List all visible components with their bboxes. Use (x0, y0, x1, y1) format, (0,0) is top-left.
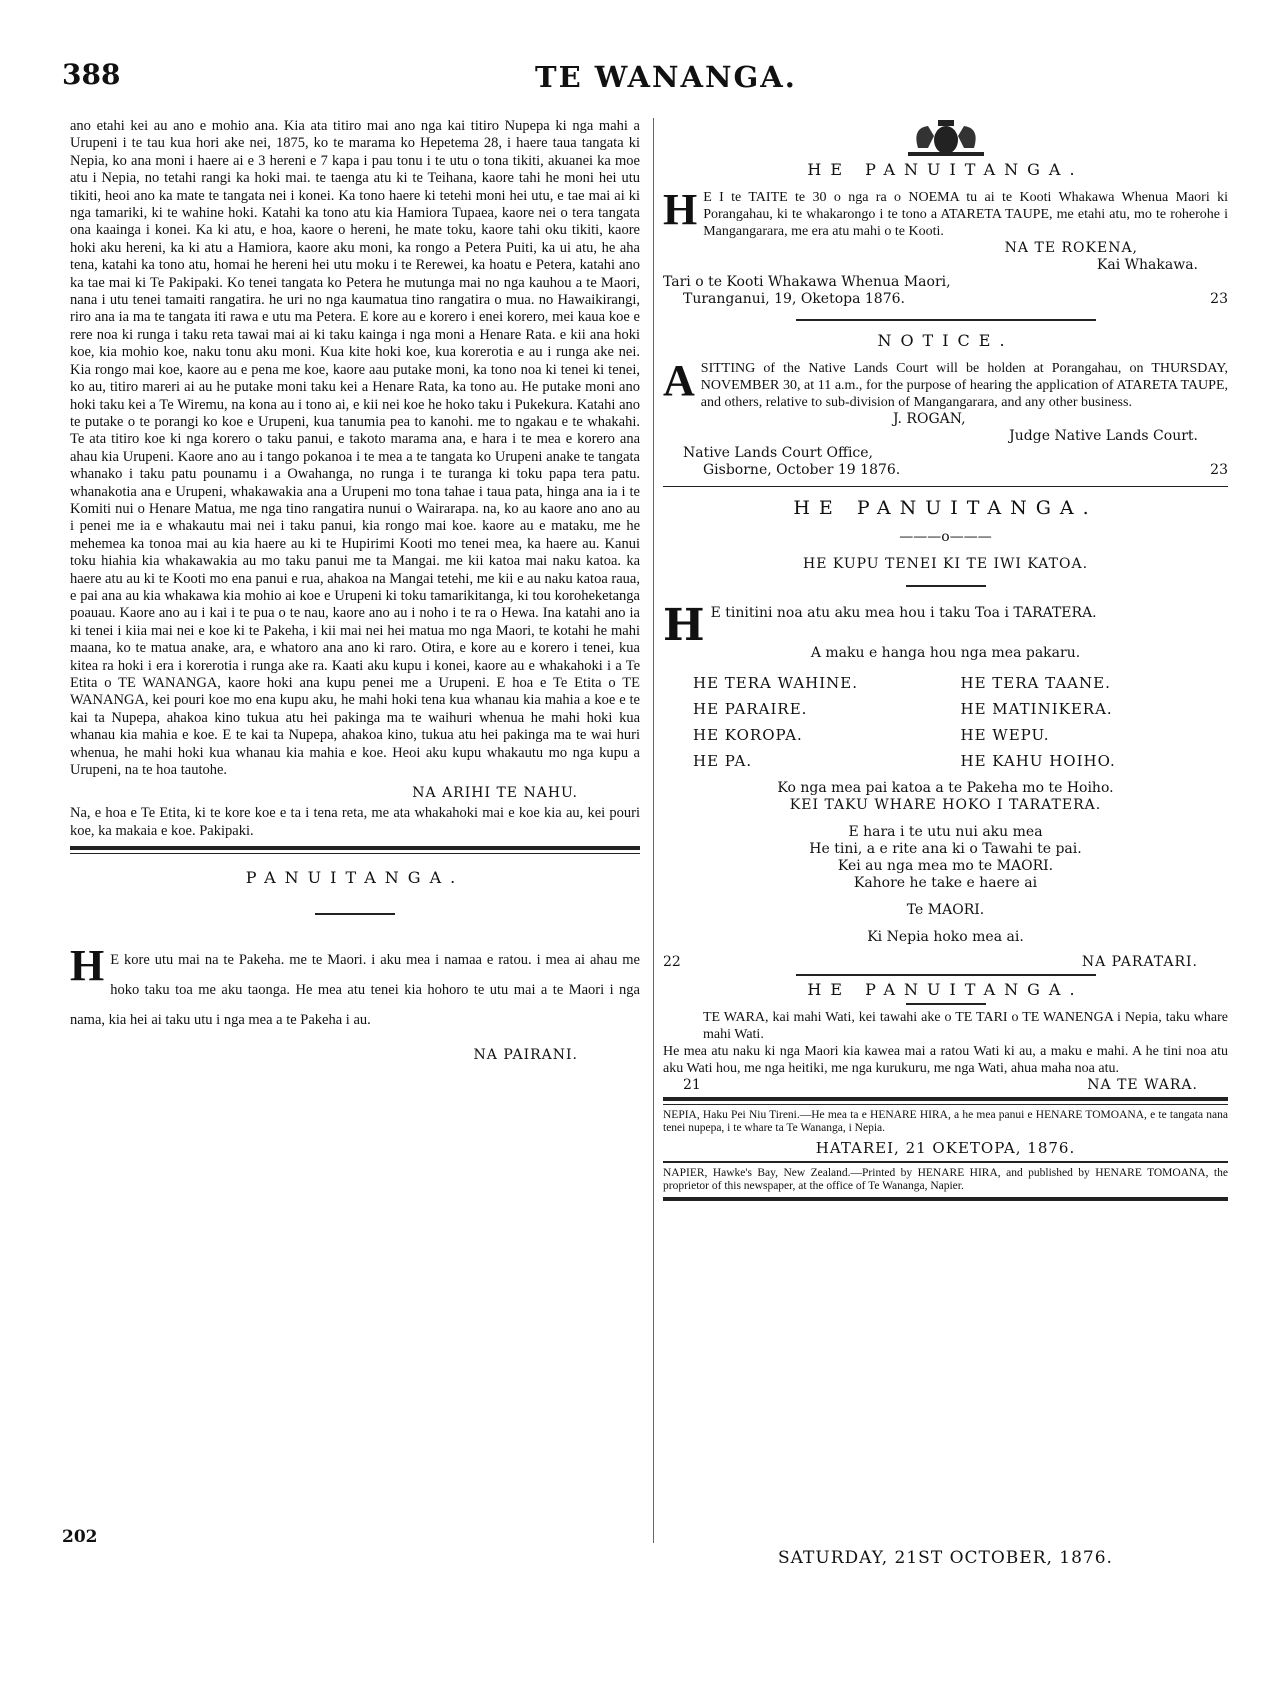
notice-title: NOTICE. (877, 331, 1014, 350)
ad1-text: E I te TAITE te 30 o nga ra o NOEMA tu ai te Kooti Whakawa Whenua Maori ki Porangahau, ki te whakarongo i te tono a ATARETA TAUPE, me etahi atu, mo te roherohe i Mangangarara, me era atu mahi o te Kooti. (703, 190, 1228, 239)
ad2-line3: E hara i te utu nui aku mea (848, 824, 1043, 840)
imprint-maori: NEPIA, Haku Pei Niu Tireni.—He mea ta e HENARE HIRA, a he mea panui e HENARE TOMOANA, e te tangata nana tenei nupepa, i te whare ta Te Wananga, i Nepia. (663, 1109, 1228, 1134)
royal-crest-icon (898, 118, 994, 158)
ad2-dropcap: H (663, 600, 705, 651)
imprint-rule-thin (663, 1104, 1228, 1105)
ad1-title: HE PANUITANGA. (807, 160, 1084, 179)
ad3-signature: NA TE WARA. (1087, 1077, 1198, 1093)
list-item: HE MATINIKERA. (960, 700, 1113, 718)
notice-sig-role: Judge Native Lands Court. (1009, 428, 1198, 444)
list-item: HE PARAIRE. (693, 700, 808, 718)
ad2-rule-bottom (796, 974, 1096, 976)
panui-title: PANUITANGA. (245, 868, 465, 888)
letter-article (70, 118, 640, 779)
footer-number: 202 (62, 1527, 98, 1547)
ad2-signature: NA PARATARI. (1081, 954, 1198, 970)
date-rule (663, 1161, 1228, 1163)
ad1-sig-role: Kai Whakawa. (1096, 257, 1198, 273)
ad3-rule (906, 1003, 986, 1005)
ad2-line1: Ko nga mea pai katoa a te Pakeha mo te Hoiho. (777, 780, 1114, 796)
ad1-footer-row (663, 291, 1228, 307)
ad2-item-col-left (693, 670, 961, 774)
ad2-line4: He tini, a e rite ana ki o Tawahi te pai. (809, 841, 1082, 857)
ad2-intro-row (663, 600, 1228, 651)
section-rule-thin (70, 853, 640, 854)
list-item: HE TERA TAANE. (960, 674, 1111, 692)
ad2-number: 22 (663, 954, 681, 970)
ad2-line6: Kahore he take e haere ai (853, 875, 1038, 891)
ad2-item-list (693, 670, 1228, 774)
ad2-title: HE PANUITANGA. (793, 497, 1098, 519)
list-item: HE WEPU. (960, 726, 1050, 744)
letter-postscript: Na, e hoa e Te Etita, ki te kore koe e ta i tena reta, me ata whakahoki mai e koe kia au, kei pouri koe, ka makaia e koe. Pakipaki. (70, 805, 640, 839)
column-divider (653, 118, 654, 1543)
list-item: HE TERA WAHINE. (693, 674, 858, 692)
ad2-rule (906, 585, 986, 587)
notice-dropcap: A (663, 356, 695, 405)
section-rule (70, 846, 640, 850)
imprint-english: NAPIER, Hawke's Bay, New Zealand.—Printed by HENARE HIRA, and published by HENARE TOMOANA, the proprietor of this newspaper, at the office of Te Wananga, Napier. (663, 1167, 1228, 1192)
list-item: HE KOROPA. (693, 726, 803, 744)
ad2-line5: Kei au nga mea mo te MAORI. (837, 858, 1054, 874)
notice-place-date: Gisborne, October 19 1876. (703, 462, 901, 478)
ad3-footer-row (663, 1077, 1228, 1093)
ad1-dropcap: H (663, 185, 698, 234)
list-item: HE KAHU HOIHO. (960, 752, 1116, 770)
masthead-title: TE WANANGA. (535, 60, 797, 94)
ad1-place-date: Turanganui, 19, Oketopa 1876. (683, 291, 905, 307)
ad3-title: HE PANUITANGA. (807, 980, 1084, 999)
ad1-rule (796, 319, 1096, 321)
letter-signature: NA ARIHI TE NAHU. (412, 785, 578, 802)
ad1-body (663, 185, 1228, 240)
ad1-number: 23 (1210, 291, 1228, 307)
ad2-line2: KEI TAKU WHARE HOKO I TARATERA. (789, 797, 1102, 813)
ad2-line8: Ki Nepia hoko mea ai. (867, 929, 1024, 945)
ad2-item-col-right (961, 670, 1229, 774)
list-item: HE PA. (693, 752, 753, 770)
panui-text: E kore utu mai na te Pakeha. me te Maori. i aku mea i namaa e ratou. i mea ai ahau me hoko taku toa me aku taonga. He mea atu tenei kia hohoro te utu mai a te Maori i nga nama, kia hei ai taku utu i nga mea a te Pakeha i au. (70, 952, 640, 1029)
ad1-sig-name: NA TE ROKENA, (1004, 240, 1138, 256)
notice-footer-row (663, 462, 1228, 478)
panui-dropcap: H (70, 941, 105, 991)
notice-body (663, 356, 1228, 411)
imprint-rule (663, 1097, 1228, 1101)
notice-text: SITTING of the Native Lands Court will be holden at Porangahau, on THURSDAY, NOVEMBER 30, at 11 a.m., for the purpose of hearing the application of ATARETA TAUPE, and others, relative to sub-division of Mangangarara, and any other business. (700, 361, 1228, 410)
ad2-subtitle: HE KUPU TENEI KI TE IWI KATOA. (802, 556, 1089, 572)
ad2-divider: ———o——— (899, 529, 992, 545)
date-english: SATURDAY, 21ST OCTOBER, 1876. (778, 1548, 1113, 1568)
panui-body (70, 941, 640, 1035)
ad2-intro: E tinitini noa atu aku mea hou i taku Toa i TARATERA. (710, 605, 1097, 621)
right-column (663, 118, 1228, 1201)
imprint-rule-bottom (663, 1197, 1228, 1201)
notice-rule (663, 486, 1228, 487)
left-column (70, 118, 640, 1067)
ad1-office: Tari o te Kooti Whakawa Whenua Maori, (663, 274, 951, 290)
ad2-intro2: A maku e hanga hou nga mea pakaru. (810, 645, 1081, 661)
panui-signature: NA PAIRANI. (473, 1047, 578, 1064)
notice-sig-name: J. ROGAN, (893, 411, 966, 427)
page-number: 388 (62, 58, 121, 91)
ad3-text2: He mea atu naku ki nga Maori kia kawea mai a ratou Wati ki au, a maku e mahi. A he tini noa atu aku Wati hou, me nga heitiki, me nga kurukuru, me nga Wati, ahua maha noa atu. (663, 1044, 1228, 1076)
notice-office: Native Lands Court Office, (683, 445, 874, 461)
date-maori: HATAREI, 21 OKETOPA, 1876. (815, 1139, 1076, 1157)
ad3-text1: TE WARA, kai mahi Wati, kei tawahi ake o TE TARI o TE WANENGA i Nepia, taku whare mahi Wati. (703, 1010, 1228, 1042)
ad2-line7: Te MAORI. (906, 902, 985, 918)
ad2-footer-row (663, 954, 1228, 970)
panui-rule (315, 913, 395, 915)
ad3-number: 21 (683, 1077, 701, 1093)
notice-number: 23 (1210, 462, 1228, 478)
letter-text: ano etahi kei au ano e mohio ana. Kia ata titiro mai ano nga kai titiro Nupepa ki nga mahi a Urupeni i te tau kua hori ake nei, 1875, ko te marama ko Hepetema 28, i haere taua tangata ki Nepia, ko ana moni i haere ai e 3 hereni e 7 kapa i pau tonu i te utu o tona tikiti, akuanei ka moe atu i Nepia, no tetahi rangi ka hoki mai. te taenga atu ki te Teihana, kaore tahi he moni hei utu tikiti, heoi ano ka mate te tangata nei i konei. Ka tono haere ki tetehi moni hei utu, e tae mai ai ki nga tamariki, ki te wahine hoki. Katahi ka tono atu kia Hamiora Tupaea, kaore nei o tera tangata ona kaainga i konei. Ka ki atu, e hoa, kaore o hereni, he mate toku, kaore tahi oku tikiti, kaore hoki aku hereni, ka ki atu a Hamiora, kaore aku moni, ka rongo a Petera Puiti, ka ui atu, he aha tena, katahi ka tono atu, homai he hereni hei utu moku i te Rerewei, ka hoatu e Petera, katahi ano ka tae mai ki Te Pakipaki. Ko tenei tangata ko Petera he mutunga mai no nga kauhou a te Maori, nana i utu tenei tamaiti rangatira. he uri no nga kaumatua tino rangatira o mua. no Hawaikirangi, riro ana ia ma te tangata iti rawa e utu ma Petera. E kore au e korero i enei korero, mei kaua koe e rere noa ki runga i taku reta tawai mai ai ki taku kainga i nga moni a Henare Rata. e kii ana hoki koe, kia mohio koe, naku tonu aku moni. Kua kite hoki koe, kua korerotia e au i runga ake nei. Kia rongo mai koe, kaore au e pena me koe, kaore aau putake moni, ka tono noa ki tenei ki tenei, ko au, titiro mareri ai au he putake moni taku kei a Henare Rata, ka tono au. He putake moni ano hoki taku kei a Te Wiremu, na kona au i tono ai, e kii nei koe he hoko taku i Pukekura. Katahi ano te putake o te porangi ko koe e Urupeni, kua tanumia pea to kanohi. me to ngakau e te whakahi. Te ata titiro koe ki nga korero o taku panui, e takoto marama ana, e hara i te mea e korero ana ahau kia Urupeni. Kaore ano au i tango pokanoa i te mea a te tangata ko Urupeni anake te tangata whanako i taku patu pounamu i a Owahanga, no runga i te turanga ki toku papa tera patu. whanakotia ana e Urupeni, whakawakia ana a Urupeni mo tona tahae i taua pata, hinga ana ia i te Komiti nui o Henare Matua, me nga tino rangatira nunui o Wairarapa. na, ko au kaore ano ano au i penei me ia e whakautu mai nei i taku panui, kia rongo mai koe. kaore au e mataku, me he mehemea ka tonoa mai au kia haere au ki te Hupirimi Kooti mo tenei mea, ka haere au. Kanui toku hiahia kia whakawakia au mo taku panui me ta Mangai. me kii katoa mai naku katoa. ka haere atu au ki te Kooti mo ena panui e rua, ahakoa na Mangai tetehi, me kii e au naku katoa raua, e pai ana au kia whakawa kia mohio ai koe e Urupeni ki toku tamarikitanga, ki tou koroheketanga poauau. Kaore ano au i kai i te pua o te nau, kaore ano au i noho i te ra o Hewa. Ina katahi ano ia ki tenei i kiia mai nei e koe ki te Pakeha, i kii mai nei hei matua mo nga Maori, te kotahi he mahi maana, ko te matua anake, ara, e whatoro ana ano ki raro. Otira, e kore au e korero i tenei, kua kitea ra hoki i era i korerotia i runga ake ra. Kaati aku kupu i konei, kaore au e whakahoki i a Te Etita o TE WANANGA, kaore hoki ana kupu penei me a Urupeni. E hoa e Te Etita o TE WANANGA, kei pouri koe mo ena kupu aku, he mahi hoki tena kua whanau kia mahia a koe e te kai ta Nupepa, ahakoa kino tukua atu hei pakinga ma te waihuri whenua he mahi hoki kua whanau kia mahia e koe. E te kai ta Nupepa, ahakoa kino, tukua atu hei pakinga ma te wai huri whenua, he mahi hoki kua whanau kia mahia e koe. Heoi aku kupu whakautu mo nga kupu a Urupeni, na te hoa tautohe. (70, 118, 640, 779)
